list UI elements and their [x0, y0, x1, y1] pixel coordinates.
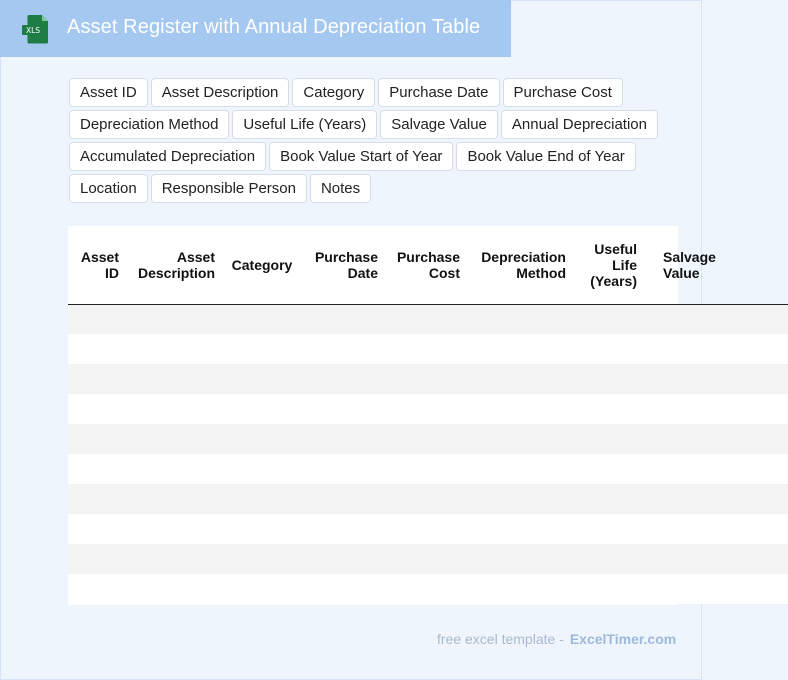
- table-cell[interactable]: [221, 394, 303, 424]
- table-cell[interactable]: [384, 304, 466, 334]
- table-cell[interactable]: [572, 394, 643, 424]
- chip-category[interactable]: Category: [292, 78, 375, 107]
- table-cell[interactable]: [643, 364, 788, 394]
- table-cell[interactable]: [572, 334, 643, 364]
- chip-notes[interactable]: Notes: [310, 174, 371, 203]
- table-cell[interactable]: [303, 304, 384, 334]
- excel-file-icon: [21, 14, 51, 44]
- table-cell[interactable]: [643, 484, 788, 514]
- table-cell[interactable]: [466, 574, 572, 604]
- table-cell[interactable]: [303, 424, 384, 454]
- table-cell[interactable]: [125, 394, 221, 424]
- table-cell[interactable]: [643, 334, 788, 364]
- table-cell[interactable]: [572, 544, 643, 574]
- chip-responsible-person[interactable]: Responsible Person: [151, 174, 307, 203]
- footer-text: free excel template -: [437, 631, 564, 647]
- table-cell[interactable]: [303, 334, 384, 364]
- table-cell[interactable]: [572, 574, 643, 604]
- table-cell[interactable]: [68, 514, 125, 544]
- table-cell[interactable]: [221, 484, 303, 514]
- table-cell[interactable]: [125, 364, 221, 394]
- chip-book-value-end[interactable]: Book Value End of Year: [456, 142, 635, 171]
- table-cell[interactable]: [125, 454, 221, 484]
- table-cell[interactable]: [68, 364, 125, 394]
- header-asset-id[interactable]: Asset ID: [68, 226, 125, 304]
- chip-book-value-start[interactable]: Book Value Start of Year: [269, 142, 453, 171]
- table-cell[interactable]: [221, 304, 303, 334]
- chip-location[interactable]: Location: [69, 174, 148, 203]
- table-cell[interactable]: [466, 334, 572, 364]
- table-cell[interactable]: [68, 334, 125, 364]
- table-cell[interactable]: [384, 454, 466, 484]
- title-banner: [0, 0, 511, 57]
- table-cell[interactable]: [643, 544, 788, 574]
- header-salvage-value[interactable]: Salvage Value: [643, 226, 788, 304]
- table-cell[interactable]: [68, 424, 125, 454]
- excel-icon-label: XLS: [25, 26, 41, 35]
- table-cell[interactable]: [125, 424, 221, 454]
- table-cell[interactable]: [68, 544, 125, 574]
- table-cell[interactable]: [221, 454, 303, 484]
- table-row: [68, 364, 788, 394]
- table-row: [68, 454, 788, 484]
- table-cell[interactable]: [384, 544, 466, 574]
- table-cell[interactable]: [466, 544, 572, 574]
- table-cell[interactable]: [68, 394, 125, 424]
- chip-row: [69, 174, 669, 203]
- table-cell[interactable]: [221, 514, 303, 544]
- table-cell[interactable]: [303, 544, 384, 574]
- table-cell[interactable]: [643, 304, 788, 334]
- table-cell[interactable]: [643, 394, 788, 424]
- header-purchase-cost[interactable]: Purchase Cost: [384, 226, 466, 304]
- header-asset-description[interactable]: Asset Description: [125, 226, 221, 304]
- table-cell[interactable]: [221, 424, 303, 454]
- table-cell[interactable]: [466, 514, 572, 544]
- table-cell[interactable]: [384, 364, 466, 394]
- asset-table: [68, 226, 788, 604]
- table-cell[interactable]: [125, 484, 221, 514]
- table-cell[interactable]: [221, 544, 303, 574]
- table-row: [68, 484, 788, 514]
- table-cell[interactable]: [125, 544, 221, 574]
- header-depreciation-method[interactable]: Depreciation Method: [466, 226, 572, 304]
- asset-table-container[interactable]: [68, 226, 716, 605]
- page-title: Asset Register with Annual Depreciation Table: [67, 16, 481, 38]
- table-row: [68, 544, 788, 574]
- chip-purchase-cost[interactable]: Purchase Cost: [503, 78, 623, 107]
- chip-asset-id[interactable]: Asset ID: [69, 78, 148, 107]
- chip-accumulated-depreciation[interactable]: Accumulated Depreciation: [69, 142, 266, 171]
- table-cell[interactable]: [303, 394, 384, 424]
- chip-depreciation-method[interactable]: Depreciation Method: [69, 110, 229, 139]
- table-cell[interactable]: [572, 424, 643, 454]
- table-row: [68, 424, 788, 454]
- table-cell[interactable]: [68, 484, 125, 514]
- table-cell[interactable]: [221, 574, 303, 604]
- table-cell[interactable]: [384, 514, 466, 544]
- table-cell[interactable]: [572, 454, 643, 484]
- table-cell[interactable]: [643, 574, 788, 604]
- table-cell[interactable]: [303, 364, 384, 394]
- chip-row: [69, 142, 669, 171]
- column-chip-list: [69, 78, 669, 206]
- table-row: [68, 574, 788, 604]
- table-row: [68, 304, 788, 334]
- table-cell[interactable]: [643, 454, 788, 484]
- table-cell[interactable]: [221, 364, 303, 394]
- table-cell[interactable]: [466, 304, 572, 334]
- chip-row: [69, 78, 669, 107]
- table-cell[interactable]: [303, 574, 384, 604]
- table-cell[interactable]: [384, 574, 466, 604]
- table-cell[interactable]: [68, 574, 125, 604]
- table-cell[interactable]: [572, 484, 643, 514]
- header-useful-life[interactable]: Useful Life (Years): [572, 226, 643, 304]
- table-header-row: [68, 226, 788, 304]
- table-row: [68, 394, 788, 424]
- table-cell[interactable]: [68, 304, 125, 334]
- table-cell[interactable]: [384, 394, 466, 424]
- chip-asset-description[interactable]: Asset Description: [151, 78, 290, 107]
- footer-brand-link[interactable]: ExcelTimer.com: [569, 631, 677, 647]
- table-cell[interactable]: [572, 364, 643, 394]
- chip-purchase-date[interactable]: Purchase Date: [378, 78, 499, 107]
- table-cell[interactable]: [125, 334, 221, 364]
- table-row: [68, 334, 788, 364]
- table-cell[interactable]: [466, 454, 572, 484]
- table-body: [68, 304, 788, 604]
- table-cell[interactable]: [643, 514, 788, 544]
- header-purchase-date[interactable]: Purchase Date: [303, 226, 384, 304]
- chip-salvage-value[interactable]: Salvage Value: [380, 110, 498, 139]
- table-cell[interactable]: [221, 334, 303, 364]
- table-cell[interactable]: [68, 454, 125, 484]
- table-cell[interactable]: [466, 484, 572, 514]
- table-cell[interactable]: [303, 484, 384, 514]
- table-cell[interactable]: [125, 304, 221, 334]
- table-cell[interactable]: [125, 514, 221, 544]
- chip-useful-life[interactable]: Useful Life (Years): [232, 110, 377, 139]
- table-cell[interactable]: [384, 334, 466, 364]
- table-cell[interactable]: [384, 484, 466, 514]
- table-cell[interactable]: [466, 364, 572, 394]
- table-cell[interactable]: [303, 514, 384, 544]
- table-cell[interactable]: [572, 514, 643, 544]
- table-cell[interactable]: [643, 424, 788, 454]
- table-cell[interactable]: [303, 454, 384, 484]
- table-row: [68, 514, 788, 544]
- table-cell[interactable]: [125, 574, 221, 604]
- table-cell[interactable]: [466, 424, 572, 454]
- chip-annual-depreciation[interactable]: Annual Depreciation: [501, 110, 658, 139]
- header-category[interactable]: Category: [221, 226, 303, 304]
- table-cell[interactable]: [466, 394, 572, 424]
- chip-row: [69, 110, 669, 139]
- table-cell[interactable]: [572, 304, 643, 334]
- table-cell[interactable]: [384, 424, 466, 454]
- footer-credit: [437, 631, 676, 647]
